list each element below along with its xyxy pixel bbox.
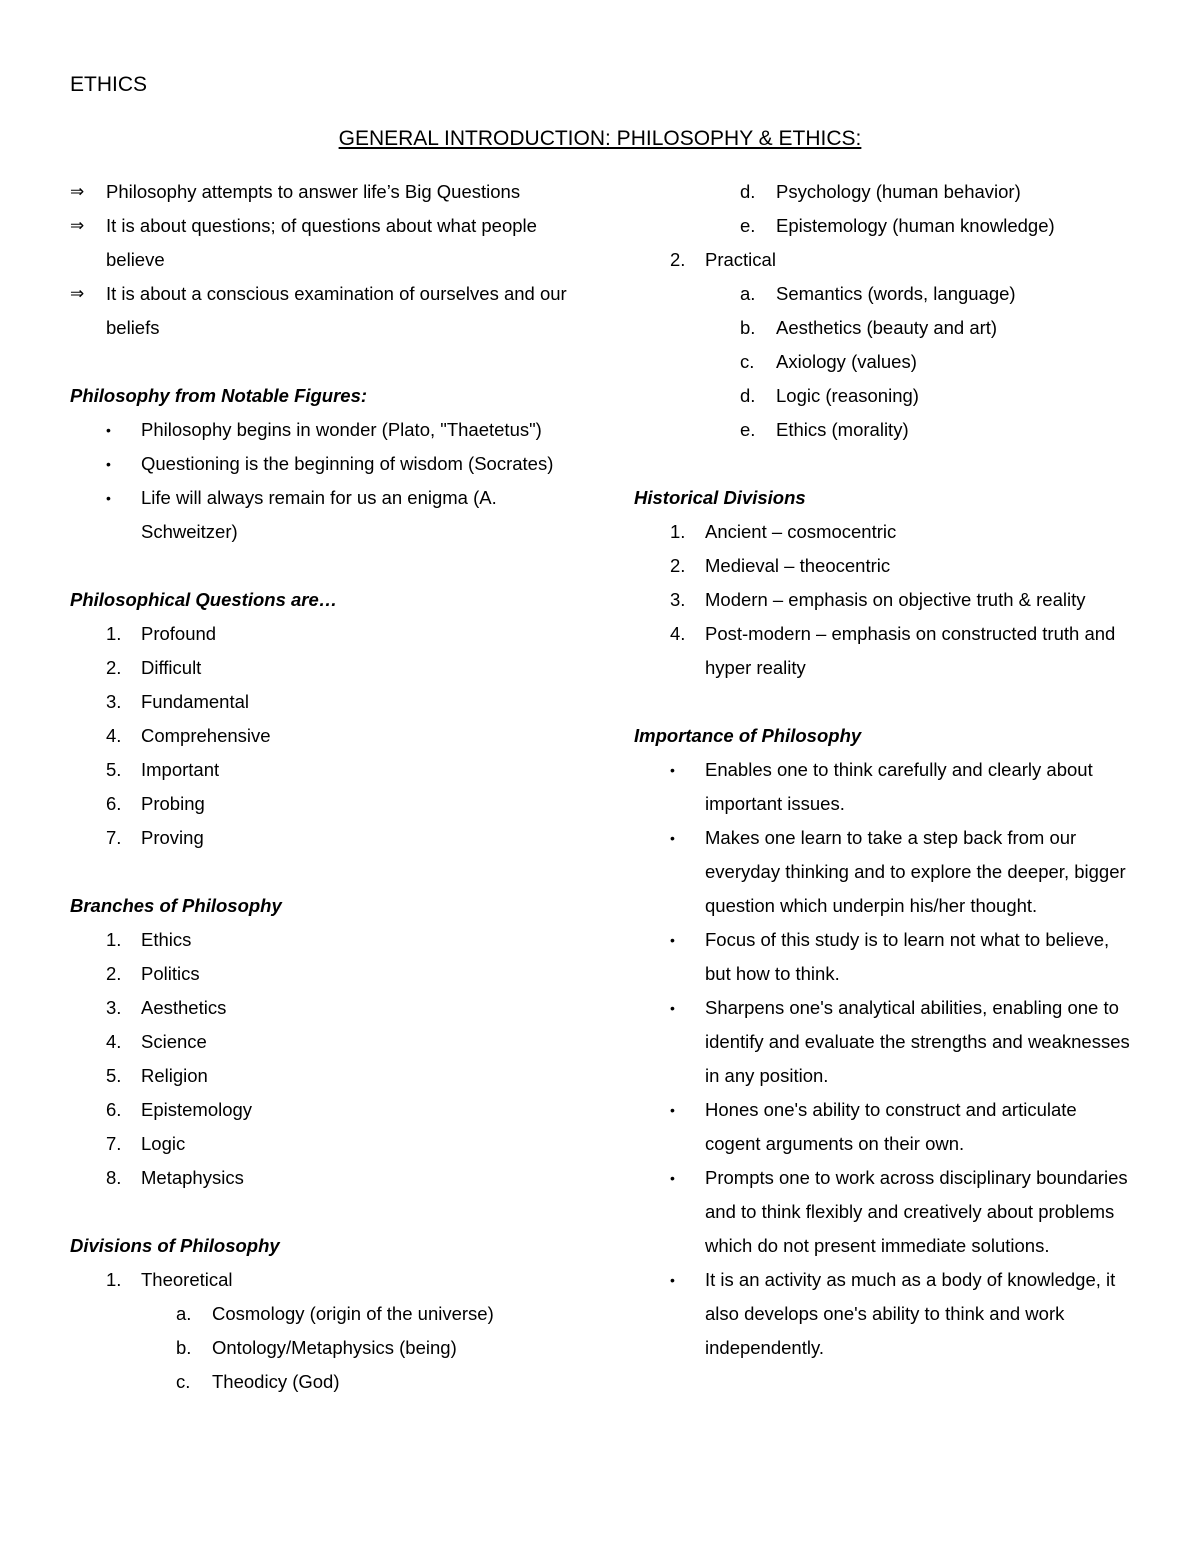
list-item xyxy=(634,549,1134,583)
list-item-text: Cosmology (origin of the universe) xyxy=(212,1303,494,1324)
list-letter: c. xyxy=(740,351,755,372)
intro-item-text: It is about a conscious examination of ourselves and our beliefs xyxy=(106,283,567,338)
list-number: 4. xyxy=(106,725,122,746)
list-letter: c. xyxy=(176,1371,191,1392)
list-item-text: Aesthetics xyxy=(141,997,227,1018)
list-item xyxy=(70,413,590,447)
bullet-icon: • xyxy=(106,456,111,472)
list-item-text: Fundamental xyxy=(141,691,249,712)
left-column xyxy=(70,175,590,1399)
list-letter: d. xyxy=(740,181,756,202)
notable-figures-section xyxy=(70,379,590,549)
list-item-text: Sharpens one's analytical abilities, enabling one to identify and evaluate the strengths and weaknesses in any position. xyxy=(705,997,1130,1086)
list-item-text: Logic (reasoning) xyxy=(776,385,919,406)
intro-item-text: It is about questions; of questions about what people believe xyxy=(106,215,537,270)
questions-section xyxy=(70,583,590,855)
bullet-icon: • xyxy=(670,830,675,846)
list-number: 3. xyxy=(106,997,122,1018)
list-item xyxy=(70,957,590,991)
list-item-text: Medieval – theocentric xyxy=(705,555,891,576)
list-item-text: Profound xyxy=(141,623,217,644)
list-letter: e. xyxy=(740,419,756,440)
section-heading: Historical Divisions xyxy=(634,487,806,508)
bullet-icon: • xyxy=(670,1170,675,1186)
bullet-icon: • xyxy=(670,762,675,778)
sub-list-item xyxy=(634,277,1134,311)
list-item-text: Probing xyxy=(141,793,205,814)
list-number: 2. xyxy=(106,963,122,984)
list-item-text: Hones one's ability to construct and articulate cogent arguments on their own. xyxy=(705,1099,1077,1154)
list-item xyxy=(70,923,590,957)
arrow-icon: ⇒ xyxy=(70,182,85,201)
list-item xyxy=(70,617,590,651)
list-number: 3. xyxy=(106,691,122,712)
list-item-text: Practical xyxy=(705,249,776,270)
list-item-text: Life will always remain for us an enigma (A. Schweitzer) xyxy=(141,487,497,542)
list-item-text: Ontology/Metaphysics (being) xyxy=(212,1337,457,1358)
list-item xyxy=(634,515,1134,549)
bullet-icon: • xyxy=(670,1102,675,1118)
branches-section xyxy=(70,889,590,1195)
arrow-icon: ⇒ xyxy=(70,284,85,303)
divisions-continued xyxy=(634,175,1134,447)
list-number: 6. xyxy=(106,1099,122,1120)
list-number: 7. xyxy=(106,827,122,848)
list-item-text: Focus of this study is to learn not what to believe, but how to think. xyxy=(705,929,1110,984)
arrow-icon: ⇒ xyxy=(70,216,85,235)
list-item xyxy=(634,617,1134,685)
list-item-text: Theodicy (God) xyxy=(212,1371,340,1392)
list-item-text: Logic xyxy=(141,1133,186,1154)
list-item-text: Epistemology (human knowledge) xyxy=(776,215,1055,236)
list-number: 7. xyxy=(106,1133,122,1154)
list-item-text: Metaphysics xyxy=(141,1167,244,1188)
list-item xyxy=(70,481,590,549)
divisions-section xyxy=(70,1229,590,1399)
list-item xyxy=(634,991,1134,1093)
list-item-text: Ancient – cosmocentric xyxy=(705,521,897,542)
bullet-icon: • xyxy=(670,1000,675,1016)
list-number: 4. xyxy=(670,623,686,644)
list-item-text: Psychology (human behavior) xyxy=(776,181,1021,202)
list-item xyxy=(70,821,590,855)
list-item xyxy=(634,821,1134,923)
list-item xyxy=(634,1161,1134,1263)
list-number: 5. xyxy=(106,1065,122,1086)
bullet-icon: • xyxy=(670,932,675,948)
list-item xyxy=(70,1127,590,1161)
intro-item-text: Philosophy attempts to answer life’s Big Questions xyxy=(106,181,521,202)
list-item-text: Axiology (values) xyxy=(776,351,917,372)
list-item xyxy=(70,719,590,753)
list-letter: d. xyxy=(740,385,756,406)
bullet-icon: • xyxy=(670,1272,675,1288)
list-item-text: It is an activity as much as a body of knowledge, it also develops one's ability to think and work independently. xyxy=(705,1269,1116,1358)
document-label: ETHICS xyxy=(70,73,148,96)
sub-list-item xyxy=(634,175,1134,209)
sub-list-item xyxy=(70,1331,590,1365)
right-column xyxy=(634,175,1134,1365)
list-item xyxy=(634,923,1134,991)
sub-list-item xyxy=(634,311,1134,345)
section-heading: Importance of Philosophy xyxy=(634,725,862,746)
list-number: 1. xyxy=(106,1269,122,1290)
list-letter: e. xyxy=(740,215,756,236)
list-item-text: Questioning is the beginning of wisdom (Socrates) xyxy=(141,453,554,474)
list-item-text: Post-modern – emphasis on constructed truth and hyper reality xyxy=(705,623,1116,678)
sub-list-item xyxy=(634,345,1134,379)
intro-section xyxy=(70,175,590,345)
list-item xyxy=(70,1161,590,1195)
list-letter: a. xyxy=(740,283,756,304)
list-item-text: Philosophy begins in wonder (Plato, "Thaetetus") xyxy=(141,419,542,440)
section-heading: Divisions of Philosophy xyxy=(70,1235,280,1256)
list-number: 6. xyxy=(106,793,122,814)
list-number: 1. xyxy=(106,623,122,644)
section-heading: Branches of Philosophy xyxy=(70,895,282,916)
list-item xyxy=(634,753,1134,821)
list-item-text: Aesthetics (beauty and art) xyxy=(776,317,998,338)
list-item-text: Ethics (morality) xyxy=(776,419,909,440)
list-letter: a. xyxy=(176,1303,192,1324)
sub-list-item xyxy=(634,209,1134,243)
list-letter: b. xyxy=(740,317,756,338)
list-item xyxy=(634,243,1134,277)
list-number: 5. xyxy=(106,759,122,780)
sub-list-item xyxy=(70,1297,590,1331)
list-item-text: Prompts one to work across disciplinary boundaries and to think flexibly and creatively about problems which do not present immediate solutions. xyxy=(705,1167,1128,1256)
list-item-text: Difficult xyxy=(141,657,202,678)
sub-list-item xyxy=(70,1365,590,1399)
list-item xyxy=(634,1093,1134,1161)
list-item-text: Semantics (words, language) xyxy=(776,283,1016,304)
sub-list-item xyxy=(634,413,1134,447)
list-item xyxy=(70,1025,590,1059)
list-item xyxy=(70,753,590,787)
list-item xyxy=(70,991,590,1025)
list-item-text: Enables one to think carefully and clearly about important issues. xyxy=(705,759,1093,814)
list-item-text: Theoretical xyxy=(141,1269,233,1290)
list-item-text: Makes one learn to take a step back from our everyday thinking and to explore the deeper, bigger question which underpin his/her thought. xyxy=(705,827,1126,916)
section-heading: Philosophy from Notable Figures: xyxy=(70,385,368,406)
importance-section xyxy=(634,719,1134,1365)
list-item xyxy=(634,583,1134,617)
list-item xyxy=(70,447,590,481)
intro-item xyxy=(70,209,590,277)
list-item-text: Proving xyxy=(141,827,204,848)
list-item-text: Science xyxy=(141,1031,207,1052)
list-item xyxy=(70,1059,590,1093)
list-item xyxy=(70,685,590,719)
list-item xyxy=(70,1093,590,1127)
list-item-text: Comprehensive xyxy=(141,725,271,746)
list-item-text: Epistemology xyxy=(141,1099,253,1120)
list-number: 2. xyxy=(670,555,686,576)
list-item-text: Modern – emphasis on objective truth & reality xyxy=(705,589,1086,610)
list-item-text: Important xyxy=(141,759,220,780)
page-title: GENERAL INTRODUCTION: PHILOSOPHY & ETHICS: xyxy=(338,127,862,150)
list-item-text: Religion xyxy=(141,1065,208,1086)
intro-item xyxy=(70,277,590,345)
list-number: 1. xyxy=(106,929,122,950)
list-item xyxy=(634,1263,1134,1365)
sub-list-item xyxy=(634,379,1134,413)
intro-item xyxy=(70,175,590,209)
list-number: 2. xyxy=(106,657,122,678)
section-heading: Philosophical Questions are… xyxy=(70,589,338,610)
list-item-text: Politics xyxy=(141,963,200,984)
list-number: 2. xyxy=(670,249,686,270)
list-item xyxy=(70,787,590,821)
list-item xyxy=(70,1263,590,1297)
list-number: 4. xyxy=(106,1031,122,1052)
bullet-icon: • xyxy=(106,490,111,506)
list-number: 3. xyxy=(670,589,686,610)
historical-section xyxy=(634,481,1134,685)
list-number: 8. xyxy=(106,1167,122,1188)
list-letter: b. xyxy=(176,1337,192,1358)
bullet-icon: • xyxy=(106,422,111,438)
list-number: 1. xyxy=(670,521,686,542)
list-item-text: Ethics xyxy=(141,929,192,950)
list-item xyxy=(70,651,590,685)
